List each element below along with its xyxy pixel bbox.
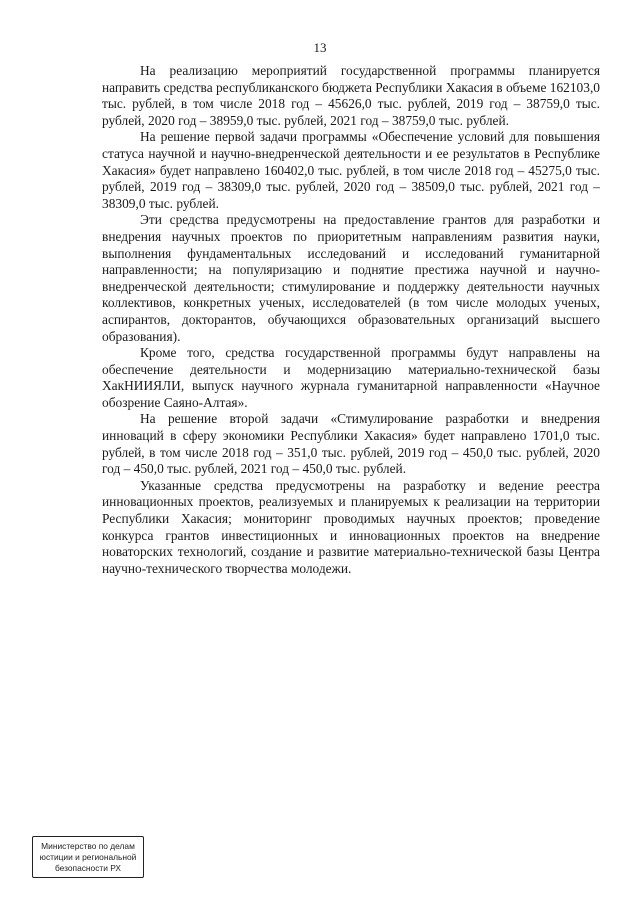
paragraph-funding-total: На реализацию мероприятий государственной программы планируется направить средства республиканского бюджета Республики Хакасия в объеме 162103,0 тыс. рублей, в том числе 2018 год – 45626,0 тыс. рублей, 2019 год – 38759,0 тыс. рублей, 2020 год – 38959,0 тыс. рублей, 2021 год – 38759,0 тыс. рублей.: [102, 63, 600, 128]
paragraph-grants: Эти средства предусмотрены на предоставление грантов для разработки и внедрения научных проектов по приоритетным направлениям развития науки, выполнения фундаментальных исследований и исследований гуманитарной направленности; на популяризацию и поднятие престижа научной и научно-внедренческой деятельности; стимулирование и поддержку деятельности научных коллективов, конкретных ученых, исследователей (в том числе молодых ученых, аспирантов, докторантов, обучающихся образовательных организаций высшего образования).: [102, 212, 600, 344]
page-number: 13: [313, 40, 327, 55]
paragraph-task-two: На решение второй задачи «Стимулирование разработки и внедрения инноваций в сферу экономики Республики Хакасия» будет направлено 1701,0 тыс. рублей, в том числе 2018 год – 351,0 тыс. рублей, 2019 год – 450,0 тыс. рублей, 2020 год – 450,0 тыс. рублей, 2021 год – 450,0 тыс. рублей.: [102, 411, 600, 477]
paragraph-innovation-registry: Указанные средства предусмотрены на разработку и ведение реестра инновационных проектов, реализуемых и планируемых к реализации на территории Республики Хакасия; мониторинг проводимых научных проектов; проведение конкурса грантов инвестиционных и инновационных проектов на внедрение новаторских технологий, создание и развитие материально-технической базы Центра научно-технического творчества молодежи.: [102, 477, 600, 576]
stamp-line: безопасности РХ: [54, 862, 122, 873]
ministry-stamp: [32, 836, 144, 878]
paragraph-hakniiyali: Кроме того, средства государственной программы будут направлены на обеспечение деятельности и модернизацию материально-технической базы ХакНИИЯЛИ, выпуск научного журнала гуманитарной направленности «Научное обозрение Саяно-Алтая».: [102, 345, 600, 410]
document-body: [102, 63, 600, 577]
stamp-line: Министерство по делам: [41, 840, 135, 851]
paragraph-task-one: На решение первой задачи программы «Обеспечение условий для повышения статуса научной и научно-внедренческой деятельности и ее результатов в Республике Хакасия» будет направлено 160402,0 тыс. рублей, в том числе 2018 год – 45275,0 тыс. рублей, 2019 год – 38309,0 тыс. рублей, 2020 год – 38509,0 тыс. рублей, 2021 год – 38309,0 тыс. рублей.: [102, 129, 600, 211]
stamp-line: юстиции и региональной: [39, 851, 137, 862]
